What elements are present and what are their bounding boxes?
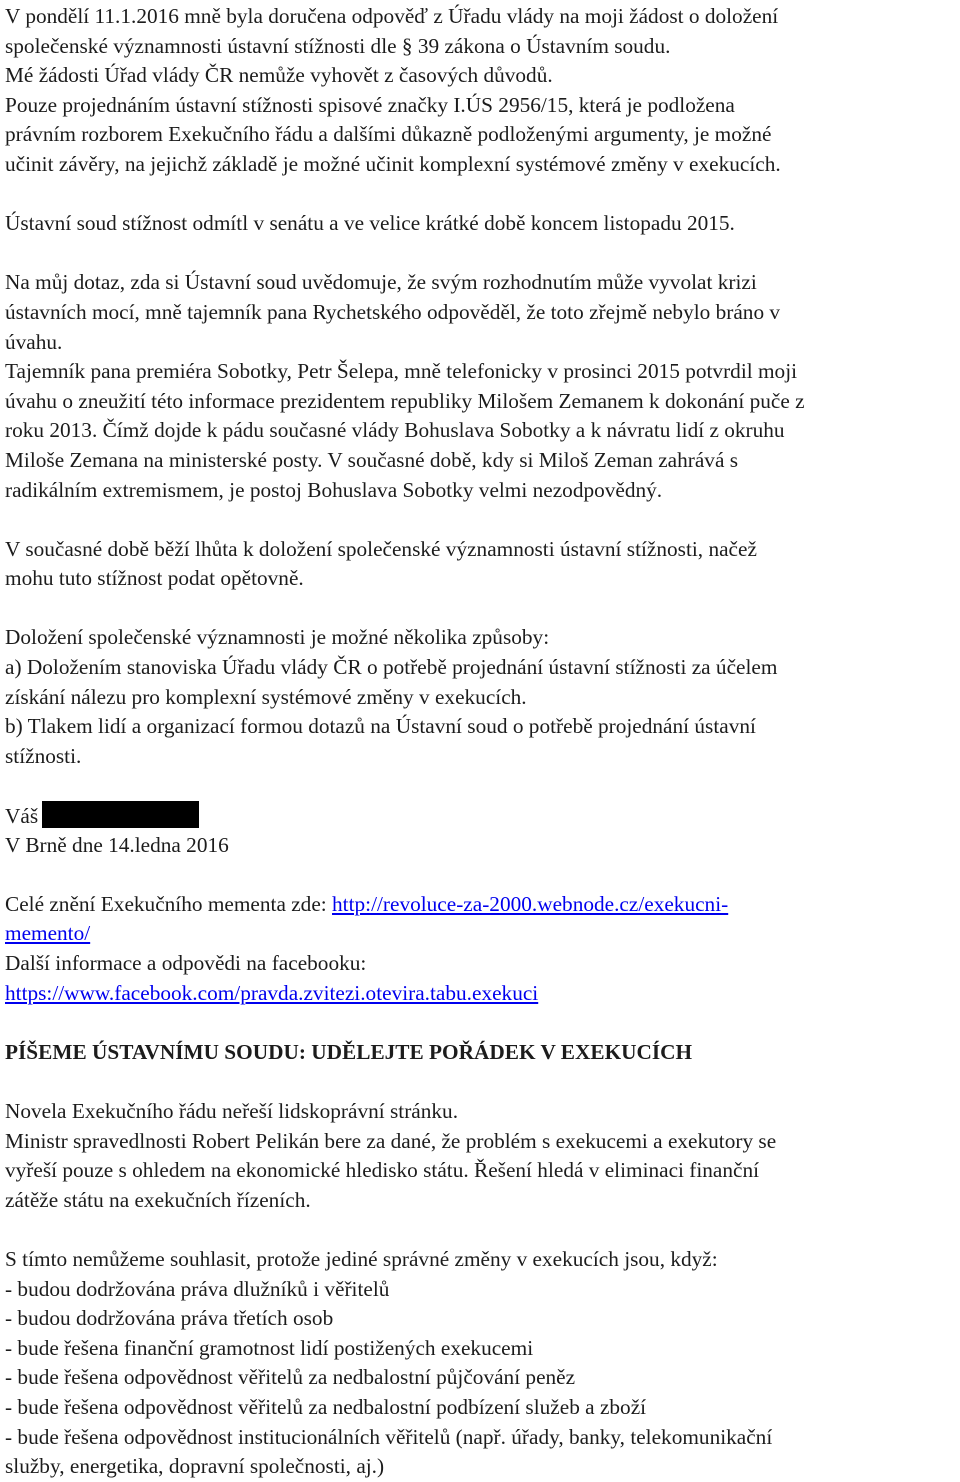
place-date: V Brně dne 14.ledna 2016 <box>5 832 229 857</box>
spacer <box>5 239 960 269</box>
spacer <box>5 594 960 624</box>
text-line: učinit závěry, na jejichž základě je možné učinit komplexní systémové změny v exekucích. <box>5 151 781 176</box>
facebook-line <box>5 979 960 1009</box>
text-line: úvahu. <box>5 329 63 354</box>
redacted-name <box>42 801 199 828</box>
text-line: radikálním extremismem, je postoj Bohuslava Sobotky velmi nezodpovědný. <box>5 477 663 502</box>
text-line: Mé žádosti Úřad vlády ČR nemůže vyhovět z časových důvodů. <box>5 63 553 88</box>
text-line: úvahu o zneužití této informace prezidentem republiky Milošem Zemanem k dokonání puče z <box>5 388 805 413</box>
text-line: V pondělí 11.1.2016 mně byla doručena odpověď z Úřadu vlády na moji žádost o doložení <box>5 4 779 28</box>
paragraph-intro <box>5 2 960 180</box>
text-line: společenské významnosti ústavní stížnosti dle § 39 zákona o Ústavním soudu. <box>5 33 671 58</box>
text-line: b) Tlakem lidí a organizací formou dotazů na Ústavní soud o potřebě projednání ústavní <box>5 714 756 739</box>
text-line: Novela Exekučního řádu neřeší lidskoprávní stránku. <box>5 1098 459 1123</box>
links-block <box>5 890 960 1008</box>
list-item-cont: služby, energetika, dopravní společnosti, aj.) <box>5 1454 385 1479</box>
list-item: - bude řešena finanční gramotnost lidí postižených exekucemi <box>5 1335 534 1360</box>
spacer <box>5 180 960 210</box>
signature-line <box>5 801 960 831</box>
spacer <box>5 771 960 801</box>
text-line: Tajemník pana premiéra Sobotky, Petr Šelepa, mně telefonicky v prosinci 2015 potvrdil moji <box>5 359 798 384</box>
list-item: - bude řešena odpovědnost věřitelů za nedbalostní půjčování peněz <box>5 1365 576 1390</box>
spacer <box>5 1008 960 1038</box>
signature-block <box>5 801 960 860</box>
text-line: Na můj dotaz, zda si Ústavní soud uvědomuje, že svým rozhodnutím může vyvolat krizi <box>5 270 757 295</box>
text-line: Ústavní soud stížnost odmítl v senátu a ve velice krátké době koncem listopadu 2015. <box>5 211 735 236</box>
memento-link[interactable]: http://revoluce-za-2000.webnode.cz/exekucni- <box>332 891 729 916</box>
text-line: Pouze projednáním ústavní stížnosti spisové značky I.ÚS 2956/15, která je podložena <box>5 92 735 117</box>
text-line: získání nálezu pro komplexní systémové změny v exekucích. <box>5 684 527 709</box>
paragraph-inquiry <box>5 268 960 505</box>
paragraph-novela <box>5 1097 960 1215</box>
memento-prefix: Celé znění Exekučního mementa zde: <box>5 891 333 916</box>
facebook-link[interactable]: https://www.facebook.com/pravda.zvitezi.otevira.tabu.exekuci <box>5 980 539 1005</box>
text-line: roku 2013. Čímž dojde k pádu současné vlády Bohuslava Sobotky a k návratu lidí z okruhu <box>5 418 785 443</box>
text-line: S tímto nemůžeme souhlasit, protože jediné správné změny v exekucích jsou, když: <box>5 1246 718 1271</box>
paragraph-court-rejection <box>5 209 960 239</box>
memento-line-cont <box>5 919 960 949</box>
paragraph-deadline <box>5 535 960 594</box>
text-line: a) Doložením stanoviska Úřadu vlády ČR o potřebě projednání ústavní stížnosti za účelem <box>5 655 778 680</box>
text-line: Doložení společenské významnosti je možné několika způsoby: <box>5 625 550 650</box>
memento-link-cont[interactable]: memento/ <box>5 921 91 946</box>
spacer <box>5 1067 960 1097</box>
spacer <box>5 1215 960 1245</box>
text-line: vyřeší pouze s ohledem na ekonomické hledisko státu. Řešení hledá v eliminaci finanční <box>5 1158 760 1183</box>
list-item: - bude řešena odpovědnost věřitelů za nedbalostní podbízení služeb a zboží <box>5 1394 647 1419</box>
facebook-label: Další informace a odpovědi na facebooku: <box>5 951 367 975</box>
text-line: ústavních mocí, mně tajemník pana Rychetského odpověděl, že toto zřejmě nebylo bráno v <box>5 299 781 324</box>
spacer <box>5 860 960 890</box>
text-line: stížnosti. <box>5 743 82 768</box>
list-item: - budou dodržována práva dlužníků i věřitelů <box>5 1276 390 1301</box>
paragraph-requirements <box>5 1245 960 1482</box>
salutation: Váš <box>5 804 39 829</box>
text-line: zátěže státu na exekučních řízeních. <box>5 1187 311 1212</box>
spacer <box>5 505 960 535</box>
text-line: Ministr spravedlnosti Robert Pelikán bere za dané, že problém s exekucemi a exekutory se <box>5 1128 777 1153</box>
list-item: - bude řešena odpovědnost institucionálních věřitelů (např. úřady, banky, telekomunikační <box>5 1424 773 1449</box>
text-line: právním rozborem Exekučního řádu a dalšími důkazně podloženými argumenty, je možné <box>5 122 772 147</box>
text-line: Miloše Zemana na ministerské posty. V současné době, kdy si Miloš Zeman zahrává s <box>5 447 739 472</box>
text-line: V současné době běží lhůta k doložení společenské významnosti ústavní stížnosti, načež <box>5 536 757 561</box>
section-heading: PÍŠEME ÚSTAVNÍMU SOUDU: UDĚLEJTE POŘÁDEK V EXEKUCÍCH <box>5 1039 693 1064</box>
list-item: - budou dodržována práva třetích osob <box>5 1306 334 1331</box>
paragraph-methods <box>5 623 960 771</box>
memento-line <box>5 890 960 920</box>
text-line: mohu tuto stížnost podat opětovně. <box>5 566 304 591</box>
